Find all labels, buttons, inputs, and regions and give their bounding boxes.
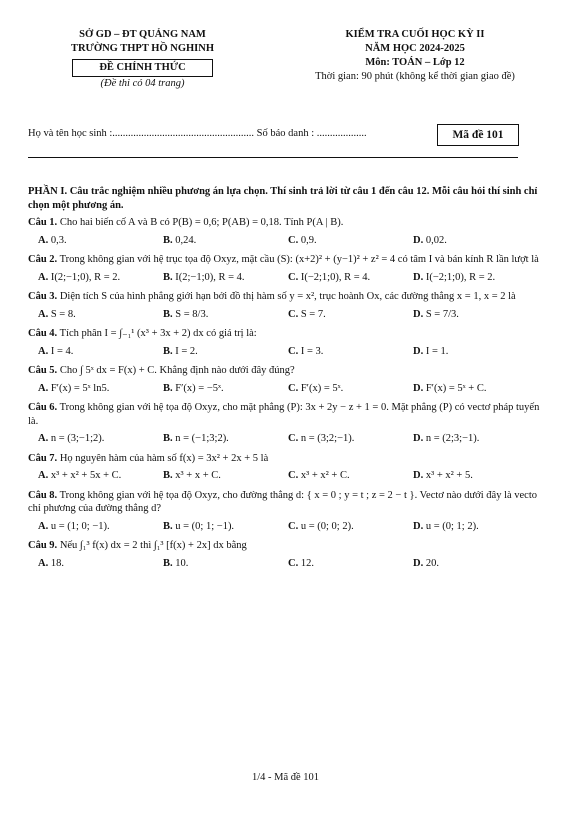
answer-options	[28, 520, 546, 534]
question-label: Câu 8.	[28, 489, 58, 501]
question-label: Câu 6.	[28, 402, 58, 413]
option-letter: A.	[38, 308, 49, 320]
section-title: PHẦN I. Câu trắc nghiệm nhiều phương án lựa chọn. Thí sinh trả lời từ câu 1 đến câu 12. Mỗi câu hỏi thí sinh chỉ chọn một phương án.	[28, 186, 538, 211]
answer-option	[28, 271, 153, 285]
answer-option	[278, 271, 403, 285]
option-letter: D.	[413, 433, 424, 444]
option-value: x³ + x² + C.	[300, 470, 350, 481]
option-letter: A.	[38, 557, 49, 569]
answer-option	[28, 382, 153, 396]
question-body: Trong không gian với hệ tọa độ Oxyz, cho mặt phẳng (P): 3x + 2y − z + 1 = 0. Mặt phẳng (P) có vectơ pháp tuyến là.	[28, 402, 540, 427]
answer-options	[28, 271, 546, 285]
answer-option	[278, 469, 403, 483]
header-right	[280, 28, 550, 84]
option-value: F′(x) = 5ˣ + C.	[425, 382, 487, 394]
answer-option	[278, 382, 403, 396]
question-6	[28, 401, 546, 446]
option-letter: D.	[413, 271, 424, 283]
option-letter: C.	[288, 470, 299, 481]
option-value: S = 8/3.	[175, 308, 209, 320]
answer-option	[153, 345, 278, 359]
question-1	[28, 216, 546, 247]
option-value: I(−2;1;0), R = 2.	[425, 271, 496, 283]
answer-options	[28, 557, 546, 571]
option-letter: C.	[288, 382, 299, 394]
subject: Môn: TOÁN – Lớp 12	[365, 57, 465, 68]
question-text	[28, 364, 546, 378]
question-body: Họ nguyên hàm của hàm số f(x) = 3x² + 2x + 5 là	[59, 452, 269, 464]
question-body: Trong không gian với hệ trục tọa độ Oxyz, mặt cầu (S): (x+2)² + (y−1)² + z² = 4 có tâm I và bán kính R lần lượt là	[59, 254, 539, 265]
answer-option	[403, 382, 528, 396]
question-7	[28, 452, 546, 483]
question-body: Diện tích S của hình phẳng giới hạn bởi đồ thị hàm số y = x², trục hoành Ox, các đường thẳng x = 1, x = 2 là	[59, 291, 516, 302]
option-letter: C.	[288, 557, 299, 569]
pages-note: (Đề thi có 04 trang)	[100, 78, 185, 89]
option-value: x³ + x + C.	[175, 470, 221, 481]
answer-option	[153, 557, 278, 571]
question-label: Câu 2.	[28, 254, 58, 265]
option-value: 20.	[425, 557, 439, 569]
option-letter: A.	[38, 345, 49, 357]
divider	[28, 157, 518, 158]
answer-options	[28, 234, 546, 248]
answer-option	[153, 271, 278, 285]
question-body: Nếu ∫₁³ f(x) dx = 2 thì ∫₁³ [f(x) + 2x] dx bằng	[59, 540, 247, 551]
answer-option	[403, 469, 528, 483]
option-letter: C.	[288, 433, 299, 444]
option-letter: C.	[288, 520, 299, 532]
exam-title: KIỂM TRA CUỐI HỌC KỲ II	[345, 29, 485, 40]
question-9	[28, 539, 546, 570]
option-letter: D.	[413, 345, 424, 357]
option-value: F′(x) = 5ˣ.	[300, 382, 344, 394]
student-id-label: Số báo danh : ...................	[256, 128, 367, 139]
question-text	[28, 401, 546, 428]
question-label: Câu 1.	[28, 217, 58, 228]
option-letter: D.	[413, 382, 424, 394]
answer-options	[28, 469, 546, 483]
option-letter: A.	[38, 271, 49, 283]
option-value: I(2;−1;0), R = 2.	[50, 271, 121, 283]
option-letter: C.	[288, 234, 299, 246]
option-letter: B.	[163, 520, 173, 532]
question-4	[28, 327, 546, 358]
option-letter: C.	[288, 308, 299, 320]
option-letter: D.	[413, 308, 424, 320]
option-value: F′(x) = −5ˣ.	[175, 382, 224, 394]
answer-option	[28, 557, 153, 571]
option-value: n = (2;3;−1).	[425, 433, 480, 444]
option-value: 0,3.	[50, 234, 67, 246]
option-value: S = 7.	[300, 308, 326, 320]
question-body: Tích phân I = ∫₋₁¹ (x³ + 3x + 2) dx có giá trị là:	[59, 328, 257, 339]
option-value: 0,9.	[300, 234, 317, 246]
exam-content	[28, 185, 546, 576]
answer-options	[28, 432, 546, 446]
answer-option	[403, 234, 528, 248]
answer-option	[403, 271, 528, 285]
option-value: u = (1; 0; −1).	[50, 520, 110, 532]
question-label: Câu 7.	[28, 452, 58, 464]
option-letter: D.	[413, 557, 424, 569]
option-letter: B.	[163, 234, 173, 246]
question-text	[28, 539, 546, 553]
department-name: SỞ GD – ĐT QUẢNG NAM	[79, 29, 206, 40]
option-value: 0,24.	[175, 234, 197, 246]
option-value: x³ + x² + 5x + C.	[50, 470, 122, 481]
option-value: 10.	[175, 557, 189, 569]
answer-option	[278, 557, 403, 571]
official-badge: ĐỀ CHÍNH THỨC	[72, 59, 212, 77]
option-value: I = 4.	[50, 345, 74, 357]
option-letter: B.	[163, 470, 173, 481]
option-letter: D.	[413, 520, 424, 532]
answer-option	[278, 308, 403, 322]
option-value: I(2;−1;0), R = 4.	[175, 271, 245, 283]
option-letter: A.	[38, 470, 49, 481]
answer-option	[153, 382, 278, 396]
question-body: Cho ∫ 5ˣ dx = F(x) + C. Khẳng định nào dưới đây đúng?	[59, 365, 295, 376]
option-value: S = 8.	[50, 308, 76, 320]
answer-option	[278, 234, 403, 248]
answer-option	[153, 308, 278, 322]
option-value: 12.	[300, 557, 314, 569]
option-letter: B.	[163, 433, 173, 444]
question-5	[28, 364, 546, 395]
header-left	[40, 28, 245, 91]
answer-option	[153, 234, 278, 248]
answer-option	[403, 345, 528, 359]
question-label: Câu 9.	[28, 540, 58, 551]
answer-option	[28, 432, 153, 446]
answer-option	[403, 557, 528, 571]
option-value: 18.	[50, 557, 64, 569]
option-letter: B.	[163, 557, 173, 569]
school-year: NĂM HỌC 2024-2025	[365, 43, 465, 54]
page-footer: 1/4 - Mã đề 101	[251, 772, 320, 783]
option-letter: A.	[38, 234, 49, 246]
answer-option	[28, 469, 153, 483]
answer-option	[403, 520, 528, 534]
option-value: I = 2.	[175, 345, 198, 357]
option-value: x³ + x² + 5.	[425, 470, 473, 481]
option-value: F′(x) = 5ˣ ln5.	[50, 382, 110, 394]
question-text	[28, 216, 546, 230]
option-letter: B.	[163, 382, 173, 394]
question-2	[28, 253, 546, 284]
answer-option	[153, 520, 278, 534]
question-text	[28, 327, 546, 341]
answer-option	[28, 234, 153, 248]
option-value: I = 1.	[425, 345, 449, 357]
answer-option	[153, 432, 278, 446]
option-value: u = (0; 1; −1).	[175, 520, 235, 532]
answer-options	[28, 382, 546, 396]
question-body: Trong không gian với hệ tọa độ Oxyz, cho đường thẳng d: { x = 0 ; y = t ; z = 2 − t }. Vectơ nào dưới đây là vecto chỉ phương của đường thẳng d?	[28, 489, 538, 514]
option-value: u = (0; 1; 2).	[425, 520, 479, 532]
question-8	[28, 489, 546, 534]
option-value: n = (3;2;−1).	[300, 433, 355, 444]
question-3	[28, 290, 546, 321]
option-letter: D.	[413, 234, 424, 246]
question-label: Câu 5.	[28, 365, 58, 376]
option-value: I = 3.	[300, 345, 324, 357]
option-letter: A.	[38, 382, 49, 394]
option-value: n = (−1;3;2).	[175, 433, 229, 444]
answer-option	[403, 308, 528, 322]
option-letter: C.	[288, 345, 299, 357]
option-letter: B.	[163, 345, 173, 357]
exam-code-box: Mã đề 101	[437, 124, 519, 146]
option-value: u = (0; 0; 2).	[300, 520, 354, 532]
question-body: Cho hai biến cố A và B có P(B) = 0,6; P(AB) = 0,18. Tính P(A | B).	[59, 217, 344, 228]
answer-option	[28, 520, 153, 534]
option-letter: B.	[163, 308, 173, 320]
option-value: S = 7/3.	[425, 308, 459, 320]
option-letter: B.	[163, 271, 173, 283]
option-letter: A.	[38, 520, 49, 532]
option-value: n = (3;−1;2).	[50, 433, 105, 444]
answer-option	[278, 432, 403, 446]
option-letter: D.	[413, 470, 424, 481]
question-list	[28, 216, 546, 570]
answer-option	[28, 345, 153, 359]
student-name-label: Họ và tên học sinh :......................................................	[28, 128, 255, 139]
answer-option	[403, 432, 528, 446]
answer-options	[28, 308, 546, 322]
question-label: Câu 3.	[28, 291, 58, 302]
question-text	[28, 452, 546, 466]
option-value: I(−2;1;0), R = 4.	[300, 271, 371, 283]
answer-options	[28, 345, 546, 359]
answer-option	[278, 520, 403, 534]
question-text	[28, 489, 546, 516]
school-name: TRƯỜNG THPT HỒ NGHINH	[70, 43, 215, 54]
answer-option	[28, 308, 153, 322]
question-text	[28, 290, 546, 304]
answer-option	[278, 345, 403, 359]
question-text	[28, 253, 546, 267]
question-label: Câu 4.	[28, 328, 58, 339]
option-value: 0,02.	[425, 234, 447, 246]
answer-option	[153, 469, 278, 483]
option-letter: C.	[288, 271, 299, 283]
option-letter: A.	[38, 433, 49, 444]
exam-time: Thời gian: 90 phút (không kể thời gian giao đề)	[315, 71, 515, 82]
